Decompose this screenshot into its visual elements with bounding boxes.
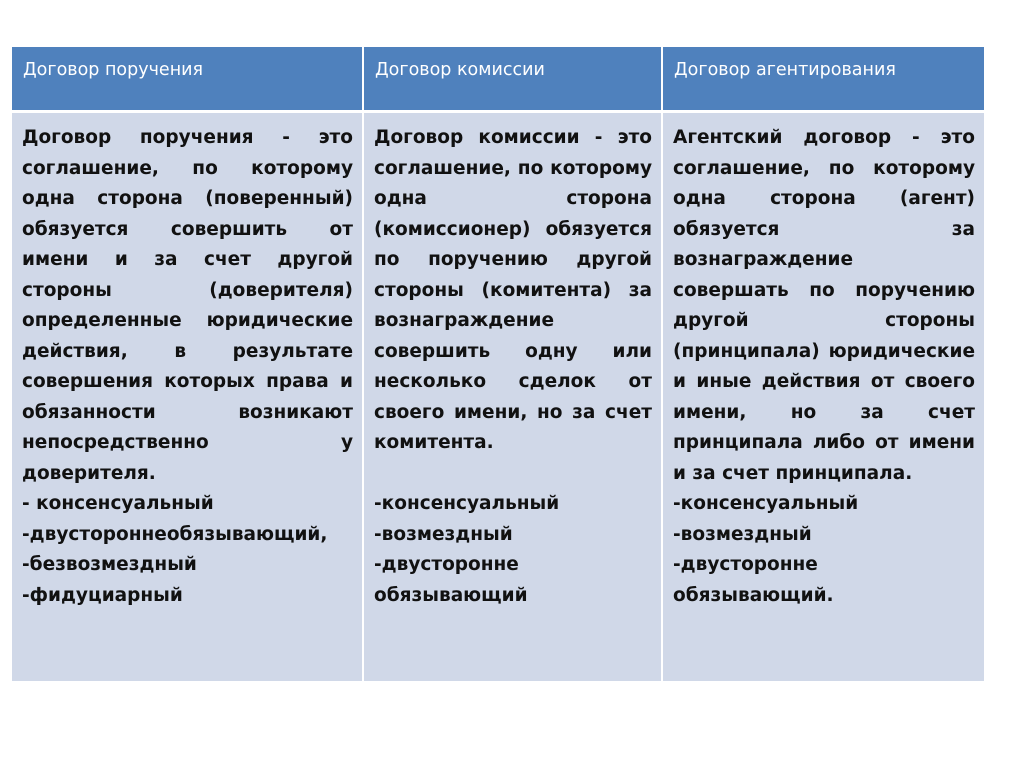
header-cell-poruchenie (12, 47, 362, 113)
header-cell-komissiya (364, 47, 661, 113)
definition-text: Агентский договор - это соглашение, по которому одна сторона (агент) обязуется за вознаграждение совершать по поручению другой стороны (принципала) юридические и иные действия от своего имени, но за счет принципала либо от имени и за счет принципала. (673, 127, 975, 484)
trait-item: -консенсуальный (673, 493, 859, 514)
trait-item: -возмездный (374, 523, 513, 545)
body-cell-komissiya (364, 113, 661, 681)
trait-item: обязывающий (374, 584, 528, 606)
trait-item: -консенсуальный (374, 493, 560, 514)
trait-item: -двусторонне (673, 554, 818, 575)
body-cell-poruchenie (12, 113, 362, 681)
comparison-table (12, 47, 982, 681)
trait-item: -безвозмездный (22, 554, 197, 575)
trait-item: -двустороннеобязывающий, (22, 523, 328, 545)
blank-line (374, 459, 652, 490)
header-label: Договор агентирования (674, 60, 896, 80)
header-label: Договор поручения (23, 60, 204, 80)
trait-item: обязывающий. (673, 584, 834, 606)
trait-item: - консенсуальный (22, 493, 214, 514)
definition-text: Договор поручения - это соглашение, по которому одна сторона (поверенный) обязуется совершить от имени и за счет другой стороны (доверителя) определенные юридические действия, в результате совершения которых права и обязанности возникают непосредственно у доверителя. (22, 127, 353, 484)
definition-text: Договор комиссии - это соглашение, по которому одна сторона (комиссионер) обязуется по поручению другой стороны (комитента) за вознаграждение совершить одну или несколько сделок от своего имени, но за счет комитента. (374, 127, 652, 453)
trait-item: -двусторонне (374, 554, 519, 575)
header-cell-agentirovanie (663, 47, 984, 113)
body-cell-agentirovanie (663, 113, 984, 681)
header-label: Договор комиссии (375, 60, 545, 80)
trait-item: -возмездный (673, 523, 812, 545)
trait-item: -фидуциарный (22, 584, 183, 606)
